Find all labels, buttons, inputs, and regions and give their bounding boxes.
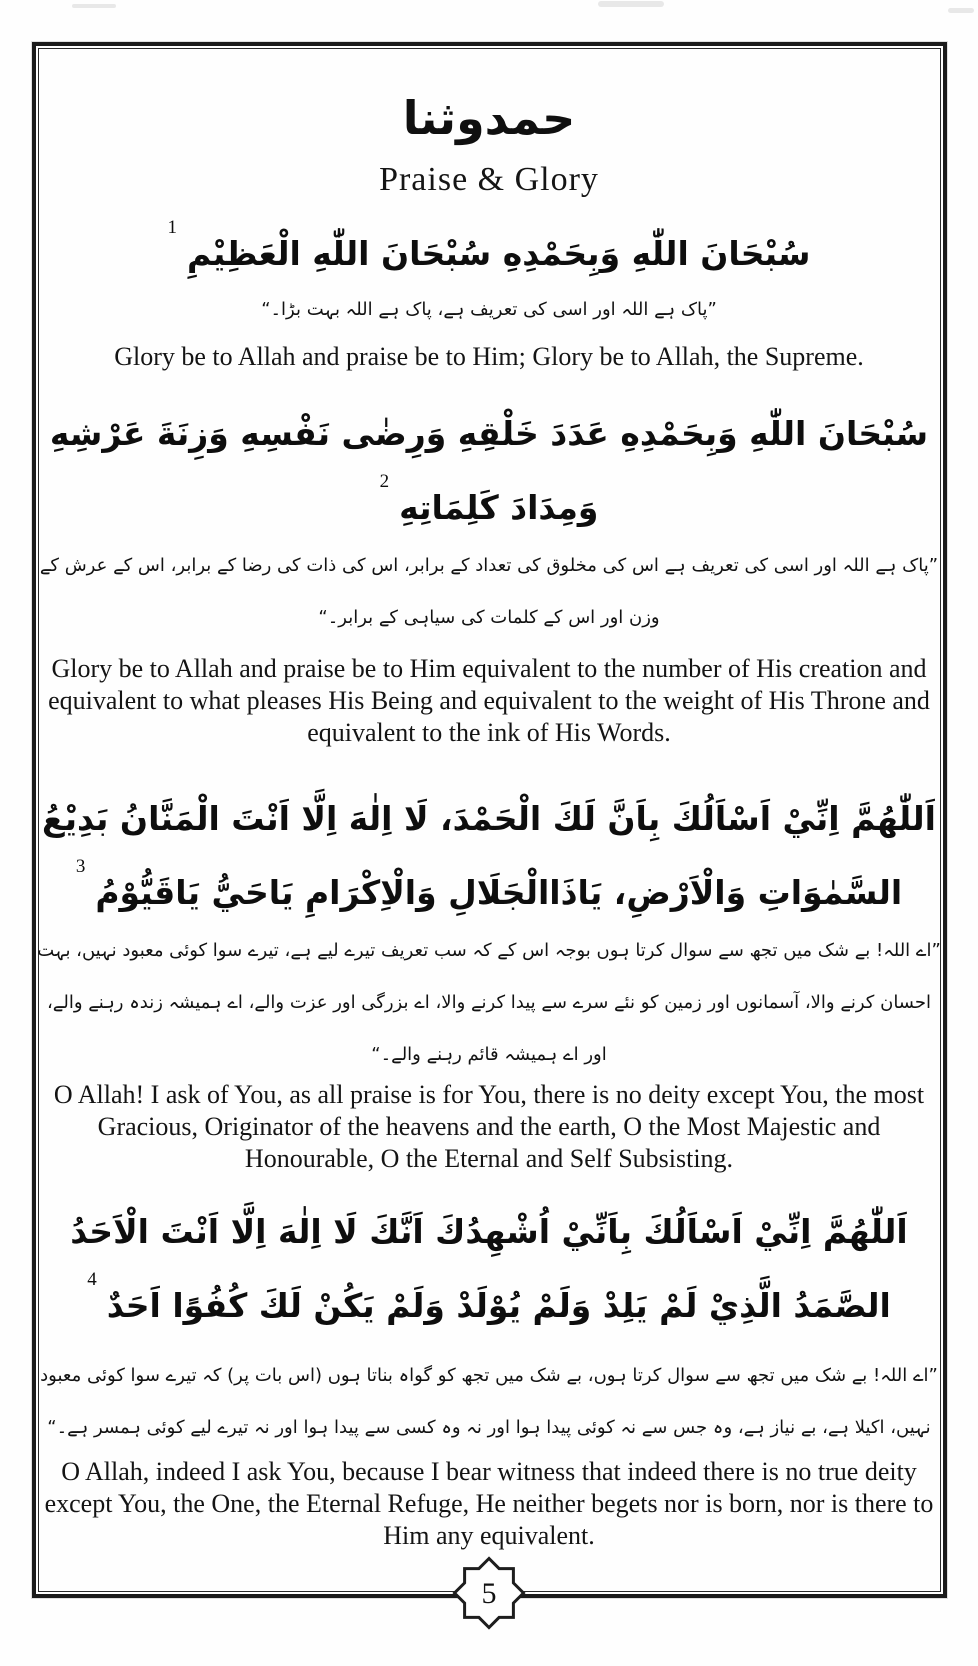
dua-3-arabic: [34, 781, 944, 929]
dua-4-english-translation: O Allah, indeed I ask You, because I bear witness that indeed there is no true deity except You, the One, the Eternal Refuge, He neither begets nor is born, nor is there to Him any equivalent.: [44, 1457, 934, 1550]
dua-1-footnote-ref: 1: [167, 217, 177, 238]
dua-3-arabic-text-1: اَللّٰهُمَّ اِنِّيْ اَسْاَلُكَ بِاَنَّ لَكَ الْحَمْدَ، لَا اِلٰهَ اِلَّا اَنْتَ الْمَنَّانُ بَدِيْعُ: [42, 798, 936, 838]
dua-2-english-translation: Glory be to Allah and praise be to Him equivalent to the number of His creation and equivalent to what pleases His Being and equivalent to the weight of His Throne and equivalent to the ink of His Words.: [48, 654, 930, 747]
page-number: 5: [481, 1577, 497, 1610]
dua-1-urdu-translation: ”پاک ہے اللہ اور اسی کی تعریف ہے، پاک ہے اللہ بہت بڑا۔“: [261, 299, 717, 320]
dua-1-english-translation: Glory be to Allah and praise be to Him; Glory be to Allah, the Supreme.: [114, 342, 864, 371]
dua-2-urdu-translation: ”پاک ہے اللہ اور اسی کی تعریف ہے اس کی مخلوق کی تعداد کے برابر، اس کی ذات کی رضا کے برابر، اس کے عرش کے وزن اور اس کے کلمات کی سیاہی کے برابر۔“: [39, 555, 939, 628]
dua-2-arabic-line-1: [34, 396, 944, 470]
dua-4-urdu-translation: ”اے اللہ! بے شک میں تجھ سے سوال کرتا ہوں، بے شک میں تجھ کو گواہ بناتا ہوں (اس بات پر) کہ تیرے سوا کوئی معبود نہیں، اکیلا ہے، بے نیاز ہے، وہ جس سے نہ کوئی پیدا ہوا اور نہ وہ کسی سے پیدا ہوا اور نہ تیرے لیے کوئی ہمسر ہے۔“: [40, 1365, 938, 1438]
dua-4-arabic-line-2: [34, 1268, 944, 1342]
scan-artifact: [72, 4, 116, 8]
page-number-badge: [452, 1556, 526, 1630]
dua-2-arabic: [34, 396, 944, 544]
dua-1-arabic: [34, 216, 944, 290]
dua-2-arabic-text-1: سُبْحَانَ اللّٰهِ وَبِحَمْدِهِ عَدَدَ خَلْقِهِ وَرِضٰى نَفْسِهِ وَزِنَةَ عَرْشِهِ: [49, 413, 929, 453]
dua-1-arabic-line: [34, 216, 944, 290]
dua-3-arabic-text-2: السَّمٰوَاتِ وَالْاَرْضِ، يَاذَاالْجَلَالِ وَالْاِكْرَامِ يَاحَيُّ يَاقَيُّوْمُ: [95, 872, 903, 912]
scan-artifact: [948, 8, 974, 13]
scan-artifact: [598, 1, 664, 7]
dua-4-arabic: [34, 1194, 944, 1342]
dua-4-footnote-ref: 4: [87, 1269, 97, 1290]
dua-3-footnote-ref: 3: [75, 856, 86, 877]
page-title-calligraphy: حمدوثنا: [402, 91, 576, 145]
dua-3-english-translation: O Allah! I ask of You, as all praise is for You, there is no deity except You, the most Gracious, Originator of the heavens and the earth, O the Most Majestic and Honourable, O the Eternal and Self Subsisting.: [53, 1080, 925, 1173]
dua-2-footnote-ref: 2: [379, 471, 390, 492]
dua-4-arabic-text-1: اَللّٰهُمَّ اِنِّيْ اَسْاَلُكَ بِاَنِّيْ اُشْهِدُكَ اَنَّكَ لَا اِلٰهَ اِلَّا اَنْتَ الْاَحَدُ: [70, 1211, 908, 1251]
dua-4-arabic-line-1: [34, 1194, 944, 1268]
page-title-english: Praise & Glory: [379, 161, 599, 198]
dua-1-arabic-text: سُبْحَانَ اللّٰهِ وَبِحَمْدِهِ سُبْحَانَ اللّٰهِ الْعَظِيْمِ: [186, 233, 811, 273]
dua-3-arabic-line-2: [34, 855, 944, 929]
dua-2-arabic-line-2: [34, 470, 944, 544]
dua-4-arabic-text-2: الصَّمَدُ الَّذِيْ لَمْ يَلِدْ وَلَمْ يُوْلَدْ وَلَمْ يَكُنْ لَكَ كُفُوًا اَحَدٌ: [106, 1285, 891, 1325]
dua-3-arabic-line-1: [34, 781, 944, 855]
dua-3-urdu-translation: ”اے اللہ! بے شک میں تجھ سے سوال کرتا ہوں بوجہ اس کے کہ سب تعریف تیرے لیے ہے، تیرے سوا کوئی معبود نہیں، بہت احسان کرنے والا، آسمانوں اور زمین کو نئے سرے سے پیدا کرنے والا، اے بزرگی اور عزت والے، اے ہمیشہ زندہ رہنے والے، اور اے ہمیشہ قائم رہنے والے۔“: [37, 940, 941, 1065]
dua-2-arabic-text-2: وَمِدَادَ كَلِمَاتِهِ: [399, 487, 599, 527]
